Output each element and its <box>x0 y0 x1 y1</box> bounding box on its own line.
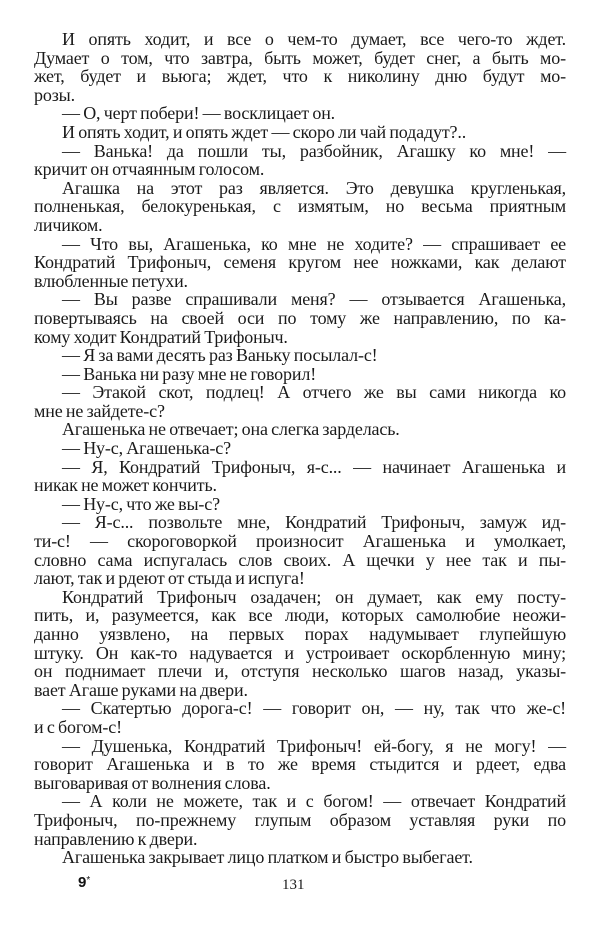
text-line <box>34 67 566 86</box>
text-line-content: — Я за вами десять раз Ваньку посылал-с! <box>62 345 378 366</box>
text-line-content: — Что вы, Агашенька, ко мне не ходите? — спрашивает ее <box>62 233 566 254</box>
text-line-content: кому ходит Кондратий Трифоныч. <box>34 326 288 347</box>
text-line-content: он поднимает плечи и, отступя несколько шагов назад, указы- <box>34 661 566 682</box>
text-line <box>34 272 566 291</box>
text-line <box>34 513 566 532</box>
text-line-content: вает Агаше руками на двери. <box>34 679 248 700</box>
text-line <box>34 458 566 477</box>
text-line-content: — Вы разве спрашивали меня? — отзывается Агашенька, <box>62 289 566 310</box>
text-line <box>34 328 566 347</box>
signature-asterisk: * <box>86 875 91 886</box>
text-line-content: — А коли не можете, так и с богом! — отвечает Кондратий <box>62 791 566 812</box>
text-line-content: — О, черт побери! — восклицает он. <box>62 103 336 124</box>
text-line <box>34 49 566 68</box>
text-line-content: повертываясь на своей оси по тому же направлению, по ка- <box>34 307 566 328</box>
page-body <box>34 30 566 867</box>
text-line-content: И опять ходит, и все о чем-то думает, все чего-то ждет. <box>62 29 566 49</box>
text-line <box>34 235 566 254</box>
text-line <box>34 476 566 495</box>
text-line-content: лают, так и рдеют от стыда и испуга! <box>34 568 305 589</box>
text-line <box>34 420 566 439</box>
text-line <box>34 495 566 514</box>
text-line <box>34 755 566 774</box>
text-line-content: словно сама испугалась слов своих. А щечки у нее так и пы- <box>34 549 566 570</box>
text-line-content: — Ну-с, Агашенька-с? <box>62 438 231 459</box>
text-line-content: — Ванька! да пошли ты, разбойник, Агашку ко мне! — <box>62 140 566 161</box>
text-line-content: — Ну-с, что же вы-с? <box>62 493 220 514</box>
text-line <box>34 718 566 737</box>
text-line-content: штуку. Он как-то надувается и устроивает оскорбленную мину; <box>34 642 566 663</box>
text-line-content: Агашенька закрывает лицо платком и быстро выбегает. <box>62 847 473 868</box>
text-line-content: Агашенька не отвечает; она слегка зарделась. <box>62 419 400 440</box>
text-line-content: Кондратий Трифоныч, семеня кругом нее ножками, как делают <box>34 252 566 273</box>
text-line <box>34 439 566 458</box>
text-line <box>34 811 566 830</box>
text-line <box>34 830 566 849</box>
text-line <box>34 606 566 625</box>
text-line-content: Агашка на этот раз является. Это девушка кругленькая, <box>62 177 566 198</box>
text-line-content: — Ванька ни разу мне не говорил! <box>62 363 317 384</box>
text-line <box>34 160 566 179</box>
text-line <box>34 30 566 49</box>
text-line-content: полненькая, белокуренькая, с измятым, но весьма приятным <box>34 196 566 217</box>
text-line-content: говорит Агашенька и в то же время стыдится и рдеет, едва <box>34 754 566 775</box>
text-line <box>34 551 566 570</box>
text-line-content: Кондратий Трифоныч озадачен; он думает, как ему посту- <box>62 586 566 607</box>
text-line-content: влюбленные петухи. <box>34 270 188 291</box>
signature-number: 9 <box>78 874 87 891</box>
text-line-content: — Я, Кондратий Трифоныч, я-с... — начинает Агашенька и <box>62 456 566 477</box>
text-line <box>34 383 566 402</box>
text-line <box>34 253 566 272</box>
text-line-content: выговаривая от волнения слова. <box>34 772 271 793</box>
text-line <box>34 774 566 793</box>
text-line-content: никак не может кончить. <box>34 475 217 496</box>
text-line <box>34 662 566 681</box>
text-line <box>34 402 566 421</box>
printer-signature-mark <box>78 874 90 891</box>
text-line <box>34 569 566 588</box>
text-line-content: и с богом-с! <box>34 716 122 737</box>
text-line-content: Трифоныч, по-прежнему глупым образом уставляя руки по <box>34 809 566 830</box>
text-line <box>34 699 566 718</box>
text-line <box>34 681 566 700</box>
text-line <box>34 848 566 867</box>
text-line <box>34 792 566 811</box>
text-line-content: — Я-с... позвольте мне, Кондратий Трифоныч, замуж ид- <box>62 512 566 533</box>
text-line-content: ти-с! — скороговоркой произносит Агашенька и умолкает, <box>34 531 566 552</box>
text-line <box>34 737 566 756</box>
text-line <box>34 532 566 551</box>
text-line-content: — Скатертью дорога-с! — говорит он, — ну, так что же-с! <box>62 698 566 719</box>
text-line-content: пить, и, разумеется, как все люди, которых самолюбие неожи- <box>34 605 566 626</box>
text-line-content: данно уязвлено, на первых порах надумывает глупейшую <box>34 624 566 644</box>
text-line-content: жет, будет и вьюга; ждет, что к николину дню будут мо- <box>34 66 566 87</box>
text-line <box>34 123 566 142</box>
text-line <box>34 365 566 384</box>
text-line-content: личиком. <box>34 214 103 235</box>
text-line <box>34 197 566 216</box>
text-line <box>34 346 566 365</box>
text-line-content: Думает о том, что завтра, быть может, будет снег, а быть мо- <box>34 47 566 68</box>
text-line <box>34 290 566 309</box>
text-line-content: И опять ходит, и опять ждет — скоро ли чай подадут?.. <box>62 121 467 142</box>
text-line <box>34 588 566 607</box>
text-line <box>34 179 566 198</box>
text-line <box>34 104 566 123</box>
text-line <box>34 309 566 328</box>
text-line-content: розы. <box>34 84 75 105</box>
text-line <box>34 86 566 105</box>
text-line-content: — Этакой скот, подлец! А отчего же вы сами никогда ко <box>62 382 566 403</box>
text-line <box>34 644 566 663</box>
text-line <box>34 625 566 644</box>
text-line-content: направлению к двери. <box>34 828 198 849</box>
text-line-content: кричит он отчаянным голосом. <box>34 159 265 180</box>
text-line-content: — Душенька, Кондратий Трифоныч! ей-богу, я не могу! — <box>62 735 566 756</box>
text-line-content: мне не зайдете-с? <box>34 400 165 421</box>
text-line <box>34 142 566 161</box>
page-number: 131 <box>282 877 305 893</box>
text-line <box>34 216 566 235</box>
